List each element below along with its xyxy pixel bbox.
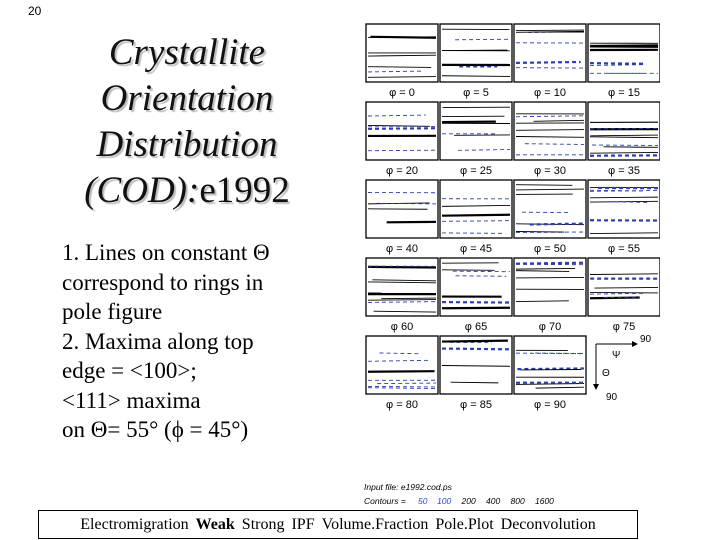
body-line: 1. Lines on constant Θ — [62, 240, 270, 265]
cod-section-frame — [514, 336, 586, 394]
phi-section-label: φ = 50 — [534, 243, 566, 255]
contour-value: 1600 — [535, 496, 554, 506]
slide-title — [62, 30, 312, 214]
body-line: on Θ= 55° (ϕ = 45°) — [62, 417, 249, 442]
title-line: Crystallite — [108, 32, 266, 73]
phi-section-label: φ = 85 — [460, 399, 492, 411]
phi-section-label: φ = 15 — [608, 87, 640, 99]
contour-line — [368, 371, 435, 372]
contour-line — [516, 185, 572, 186]
contours-label: Contours = — [364, 496, 406, 506]
phi-section-label: φ = 25 — [460, 165, 492, 177]
contour-line — [376, 203, 436, 204]
psi-max-label: 90 — [640, 334, 652, 345]
nav-link-pole-plot[interactable]: Pole.Plot — [435, 515, 494, 533]
cod-figure — [362, 20, 660, 510]
phi-section-label: φ 60 — [390, 321, 414, 333]
phi-section-label: φ = 5 — [463, 87, 489, 99]
cod-section-frame — [514, 258, 586, 316]
contour-value: 50 — [418, 496, 428, 506]
contour-value: 200 — [461, 496, 476, 506]
cod-section-frame — [440, 336, 512, 394]
theta-symbol: Θ — [602, 368, 610, 379]
title-line — [62, 168, 312, 214]
body-line: 2. Maxima along top — [62, 328, 254, 354]
contour-line — [381, 298, 436, 299]
cod-section-frame — [366, 336, 438, 394]
phi-section-label: φ = 40 — [386, 243, 418, 255]
psi-symbol: Ψ — [612, 350, 621, 361]
nav-link-strong[interactable]: Strong — [241, 515, 285, 533]
phi-section-label: φ = 45 — [460, 243, 492, 255]
contour-line — [516, 231, 564, 232]
body-line: correspond to rings in — [62, 269, 264, 295]
nav-link-volume-fraction[interactable]: Volume.Fraction — [321, 515, 429, 533]
body-line: edge = <100>; — [62, 358, 197, 383]
contour-value: 100 — [437, 496, 452, 506]
title-line: Orientation — [100, 78, 274, 119]
slide-number: 20 — [28, 4, 42, 18]
phi-section-label: φ 70 — [538, 321, 562, 333]
input-file-label: Input file: e1992.cod.ps — [364, 482, 452, 492]
cod-section-frame — [588, 102, 660, 160]
cod-section-frame — [440, 24, 512, 82]
title-line: Distribution — [96, 124, 278, 165]
phi-section-label: φ = 35 — [608, 165, 640, 177]
contour-line — [516, 30, 584, 31]
psi-arrow — [632, 341, 638, 347]
cod-section-frame — [514, 24, 586, 82]
phi-section-label: φ = 90 — [534, 399, 566, 411]
contour-line — [368, 300, 436, 301]
contour-line — [442, 341, 508, 342]
cod-section-frame — [588, 258, 660, 316]
body-line: <111> maxima — [62, 387, 201, 413]
body-text — [62, 238, 362, 445]
theta-arrow — [593, 384, 599, 390]
contour-line — [377, 383, 436, 384]
contour-line — [368, 267, 436, 268]
title-cod: (COD): — [84, 170, 200, 211]
phi-section-label: φ = 20 — [386, 165, 418, 177]
phi-section-label: φ = 30 — [534, 165, 566, 177]
contour-value: 800 — [510, 496, 525, 506]
cod-section-frame — [514, 102, 586, 160]
cod-section-frame — [440, 102, 512, 160]
title-sample: e1992 — [199, 170, 290, 211]
contour-line — [442, 215, 510, 216]
nav-link-electromigration[interactable]: Electromigration — [80, 515, 189, 533]
contour-line — [594, 287, 658, 288]
contour-line — [590, 274, 658, 275]
phi-section-label: φ = 55 — [608, 243, 640, 255]
cod-section-frame — [366, 102, 438, 160]
nav-link-ipf[interactable]: IPF — [291, 515, 315, 533]
contour-value: 400 — [486, 496, 501, 506]
phi-section-label: φ 65 — [464, 321, 488, 333]
cod-section-frame — [440, 180, 512, 238]
phi-section-label: φ = 10 — [534, 87, 566, 99]
body-line: pole figure — [62, 299, 163, 324]
phi-section-label: φ = 80 — [386, 399, 418, 411]
nav-link-weak[interactable]: Weak — [195, 515, 235, 533]
footer-nav — [38, 510, 638, 539]
nav-link-deconvolution[interactable]: Deconvolution — [500, 515, 596, 533]
phi-section-label: φ = 0 — [389, 87, 415, 99]
theta-max-label: 90 — [606, 392, 618, 403]
phi-section-label: φ 75 — [612, 321, 636, 333]
